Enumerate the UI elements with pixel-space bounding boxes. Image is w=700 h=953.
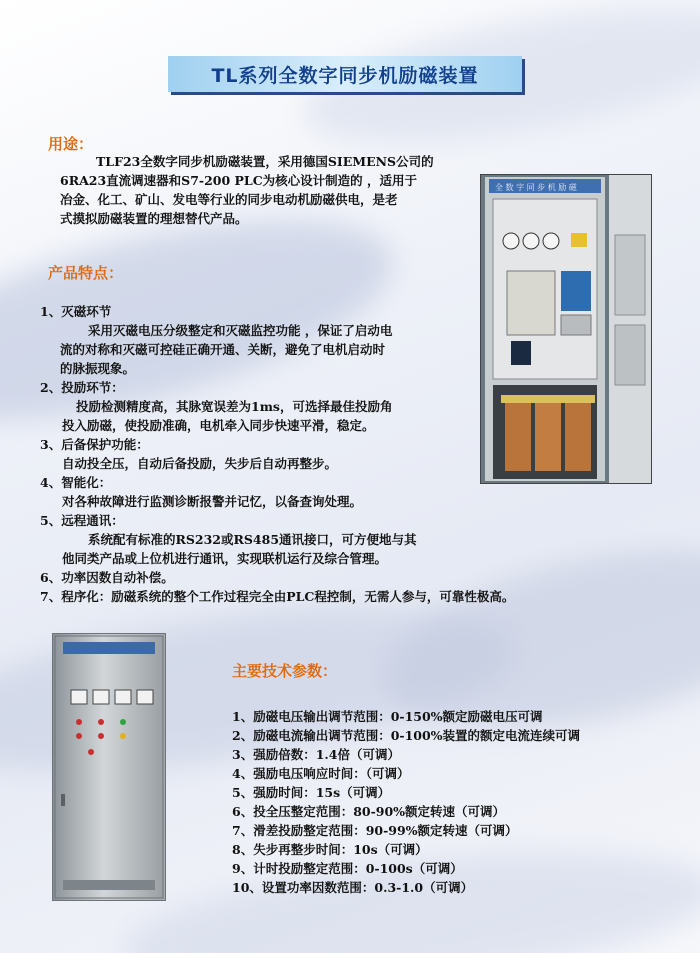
params-list [232, 707, 580, 897]
feature-text: 采用灭磁电压分级整定和灭磁监控功能 ，保证了启动电 [88, 323, 393, 338]
title-banner [168, 56, 522, 92]
open-cabinet-photo [480, 174, 652, 484]
feature-text: 流的对称和灭磁可控硅正确开通、关断，避免了电机启动时 [60, 342, 386, 357]
usage-line: 6RA23直流调速器和S7-200 PLC为核心设计制造的 ，适用于 [60, 173, 418, 188]
feature-text: 对各种故障进行监测诊断报警并记忆，以备查询处理。 [62, 494, 363, 509]
feature-text: 自动投全压，自动后备投励，失步后自动再整步。 [62, 456, 338, 471]
svg-text:全 数 字 同 步 机 励 磁: 全 数 字 同 步 机 励 磁 [495, 183, 577, 192]
feature-title: 5、远程通讯： [40, 513, 124, 528]
feature-title: 4、智能化： [40, 475, 112, 490]
params-heading: 主要技术参数： [232, 662, 338, 680]
param-item: 3、强励倍数：1.4倍（可调） [232, 747, 400, 762]
feature-text: 投入励磁，使投励准确，电机牵入同步快速平滑，稳定。 [62, 418, 375, 433]
param-item: 7、滑差投励整定范围：90-99%额定转速（可调） [232, 823, 518, 838]
features-heading: 产品特点： [48, 264, 124, 282]
feature-title: 1、灭磁环节 [40, 304, 112, 319]
usage-line: 式摸拟励磁装置的理想替代产品。 [60, 211, 248, 226]
feature-text: 他同类产品或上位机进行通讯，实现联机运行及综合管理。 [62, 551, 388, 566]
feature-title: 7、程序化：励磁系统的整个工作过程完全由PLC程控制，无需人参与，可靠性极高。 [40, 589, 515, 604]
feature-text: 的脉振现象。 [60, 361, 136, 376]
param-item: 2、励磁电流输出调节范围：0-100%装置的额定电流连续可调 [232, 728, 581, 743]
param-item: 1、励磁电压输出调节范围：0-150%额定励磁电压可调 [232, 709, 543, 724]
param-item: 10、设置功率因数范围：0.3-1.0（可调） [232, 880, 474, 895]
usage-text [60, 152, 434, 228]
feature-text: 系统配有标准的RS232或RS485通讯接口，可方便地与其 [88, 532, 417, 547]
closed-cabinet-photo [52, 633, 166, 901]
features-list [40, 302, 514, 606]
param-item: 5、强励时间：15s（可调） [232, 785, 391, 800]
feature-title: 6、功率因数自动补偿。 [40, 570, 174, 585]
param-item: 4、强励电压响应时间：（可调） [232, 766, 410, 781]
param-item: 8、失步再整步时间：10s（可调） [232, 842, 428, 857]
usage-heading: 用途： [48, 135, 94, 153]
page-title: TL系列全数字同步机励磁装置 [211, 64, 479, 87]
param-item: 9、计时投励整定范围：0-100s（可调） [232, 861, 463, 876]
feature-text: 投励检测精度高，其脉宽误差为1ms，可选择最佳投励角 [76, 399, 393, 414]
feature-title: 2、投励环节： [40, 380, 124, 395]
usage-line: 冶金、化工、矿山、发电等行业的同步电动机励磁供电，是老 [60, 192, 398, 207]
usage-line: TLF23全数字同步机励磁装置，采用德国SIEMENS公司的 [96, 154, 434, 169]
feature-title: 3、后备保护功能： [40, 437, 149, 452]
param-item: 6、投全压整定范围：80-90%额定转速（可调） [232, 804, 506, 819]
